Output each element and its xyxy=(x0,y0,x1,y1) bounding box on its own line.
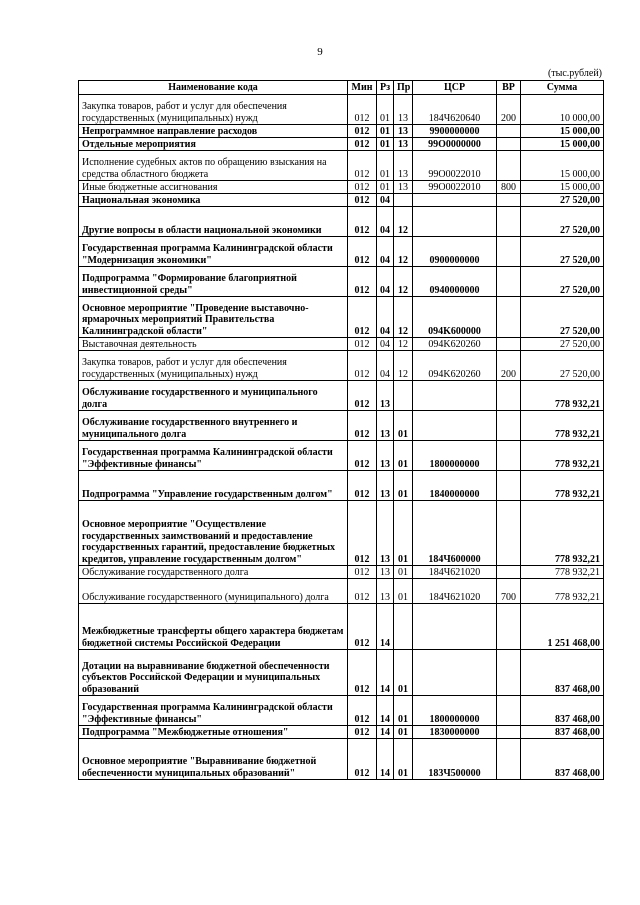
row-min: 012 xyxy=(348,566,377,579)
row-csr xyxy=(413,381,497,411)
table-row xyxy=(79,726,604,739)
row-name: Обслуживание государственного внутреннего и муниципального долга xyxy=(79,411,348,441)
row-vr xyxy=(497,604,521,650)
row-vr xyxy=(497,696,521,726)
row-csr: 1800000000 xyxy=(413,441,497,471)
row-csr: 184Ч621020 xyxy=(413,566,497,579)
table-row xyxy=(79,441,604,471)
row-vr xyxy=(497,237,521,267)
row-pr: 12 xyxy=(394,237,413,267)
row-rz: 04 xyxy=(377,297,394,338)
row-csr: 0940000000 xyxy=(413,267,497,297)
row-csr: 99О0000000 xyxy=(413,138,497,151)
row-vr xyxy=(497,297,521,338)
row-sum: 15 000,00 xyxy=(521,181,604,194)
row-csr xyxy=(413,207,497,237)
table-row xyxy=(79,207,604,237)
row-name: Закупка товаров, работ и услуг для обеспечения государственных (муниципальных) нужд xyxy=(79,351,348,381)
row-sum: 837 468,00 xyxy=(521,696,604,726)
row-vr xyxy=(497,138,521,151)
row-pr xyxy=(394,381,413,411)
table-row xyxy=(79,650,604,696)
row-rz: 13 xyxy=(377,411,394,441)
row-sum: 27 520,00 xyxy=(521,237,604,267)
row-pr: 13 xyxy=(394,181,413,194)
row-vr xyxy=(497,650,521,696)
row-name: Иные бюджетные ассигнования xyxy=(79,181,348,194)
row-min: 012 xyxy=(348,471,377,501)
row-sum: 27 520,00 xyxy=(521,297,604,338)
row-csr: 184Ч621020 xyxy=(413,579,497,604)
table-row xyxy=(79,125,604,138)
row-name: Основное мероприятие "Осуществление государственных заимствований и предоставление государственных гарантий, предоставление бюджетных кредитов, управление государственным долгом" xyxy=(79,501,348,566)
row-min: 012 xyxy=(348,297,377,338)
row-name: Подпрограмма "Формирование благоприятной инвестиционной среды" xyxy=(79,267,348,297)
row-csr: 094K620260 xyxy=(413,351,497,381)
table-row xyxy=(79,381,604,411)
row-rz: 14 xyxy=(377,604,394,650)
table-row xyxy=(79,411,604,441)
row-pr: 13 xyxy=(394,125,413,138)
row-vr: 200 xyxy=(497,351,521,381)
row-pr xyxy=(394,194,413,207)
row-rz: 04 xyxy=(377,351,394,381)
row-min: 012 xyxy=(348,579,377,604)
table-row xyxy=(79,696,604,726)
table-row xyxy=(79,604,604,650)
row-pr: 12 xyxy=(394,297,413,338)
row-csr xyxy=(413,194,497,207)
row-min: 012 xyxy=(348,441,377,471)
row-pr: 01 xyxy=(394,579,413,604)
row-vr: 200 xyxy=(497,95,521,125)
row-sum: 778 932,21 xyxy=(521,579,604,604)
row-sum: 27 520,00 xyxy=(521,207,604,237)
row-sum: 837 468,00 xyxy=(521,726,604,739)
row-sum: 778 932,21 xyxy=(521,411,604,441)
row-pr: 01 xyxy=(394,566,413,579)
header-name: Наименование кода xyxy=(79,81,348,95)
row-pr: 01 xyxy=(394,441,413,471)
row-name: Подпрограмма "Межбюджетные отношения" xyxy=(79,726,348,739)
row-min: 012 xyxy=(348,95,377,125)
row-min: 012 xyxy=(348,125,377,138)
table-row xyxy=(79,297,604,338)
row-sum: 15 000,00 xyxy=(521,151,604,181)
table-header-row xyxy=(79,81,604,95)
units-label: (тыс.рублей) xyxy=(547,68,602,79)
table-row xyxy=(79,739,604,780)
row-rz: 14 xyxy=(377,696,394,726)
row-name: Исполнение судебных актов по обращению взыскания на средства областного бюджета xyxy=(79,151,348,181)
row-name: Обслуживание государственного долга xyxy=(79,566,348,579)
row-vr xyxy=(497,411,521,441)
row-rz: 04 xyxy=(377,207,394,237)
page-number: 9 xyxy=(317,46,323,58)
row-rz: 14 xyxy=(377,650,394,696)
row-vr: 800 xyxy=(497,181,521,194)
table-row xyxy=(79,566,604,579)
table-row xyxy=(79,351,604,381)
row-name: Непрограммное направление расходов xyxy=(79,125,348,138)
row-pr: 12 xyxy=(394,338,413,351)
row-pr: 01 xyxy=(394,696,413,726)
row-min: 012 xyxy=(348,237,377,267)
row-min: 012 xyxy=(348,696,377,726)
row-name: Межбюджетные трансферты общего характера бюджетам бюджетной системы Российской Федерации xyxy=(79,604,348,650)
table-row xyxy=(79,95,604,125)
row-csr: 99О0022010 xyxy=(413,151,497,181)
header-pr: Пр xyxy=(394,81,413,95)
row-name: Обслуживание государственного и муниципального долга xyxy=(79,381,348,411)
row-name: Национальная экономика xyxy=(79,194,348,207)
table-body xyxy=(79,95,604,780)
row-pr: 13 xyxy=(394,151,413,181)
table-row xyxy=(79,579,604,604)
row-sum: 27 520,00 xyxy=(521,267,604,297)
row-pr: 01 xyxy=(394,471,413,501)
row-name: Выставочная деятельность xyxy=(79,338,348,351)
row-csr: 1830000000 xyxy=(413,726,497,739)
row-sum: 27 520,00 xyxy=(521,351,604,381)
row-rz: 01 xyxy=(377,151,394,181)
row-vr xyxy=(497,207,521,237)
row-pr: 01 xyxy=(394,726,413,739)
row-vr xyxy=(497,125,521,138)
row-name: Государственная программа Калининградской области "Эффективные финансы" xyxy=(79,696,348,726)
row-vr xyxy=(497,381,521,411)
row-vr xyxy=(497,566,521,579)
row-sum: 15 000,00 xyxy=(521,138,604,151)
row-min: 012 xyxy=(348,338,377,351)
row-pr: 12 xyxy=(394,207,413,237)
row-vr xyxy=(497,338,521,351)
table-row xyxy=(79,501,604,566)
row-vr xyxy=(497,151,521,181)
row-name: Основное мероприятие "Проведение выставочно-ярмарочных мероприятий Правительства Калининградской области" xyxy=(79,297,348,338)
table-row xyxy=(79,267,604,297)
row-min: 012 xyxy=(348,351,377,381)
row-pr: 12 xyxy=(394,351,413,381)
row-csr: 184Ч600000 xyxy=(413,501,497,566)
table-row xyxy=(79,138,604,151)
row-vr xyxy=(497,194,521,207)
row-rz: 04 xyxy=(377,237,394,267)
row-csr xyxy=(413,650,497,696)
row-min: 012 xyxy=(348,411,377,441)
row-min: 012 xyxy=(348,151,377,181)
row-rz: 13 xyxy=(377,471,394,501)
row-rz: 14 xyxy=(377,726,394,739)
row-sum: 1 251 468,00 xyxy=(521,604,604,650)
row-rz: 01 xyxy=(377,125,394,138)
table-row xyxy=(79,151,604,181)
row-min: 012 xyxy=(348,726,377,739)
row-csr: 184Ч620640 xyxy=(413,95,497,125)
row-min: 012 xyxy=(348,604,377,650)
row-min: 012 xyxy=(348,207,377,237)
row-rz: 04 xyxy=(377,267,394,297)
row-sum: 10 000,00 xyxy=(521,95,604,125)
row-pr: 01 xyxy=(394,501,413,566)
row-name: Подпрограмма "Управление государственным долгом" xyxy=(79,471,348,501)
row-vr xyxy=(497,441,521,471)
row-csr: 0900000000 xyxy=(413,237,497,267)
row-vr xyxy=(497,267,521,297)
table-row xyxy=(79,237,604,267)
row-rz: 01 xyxy=(377,138,394,151)
row-name: Другие вопросы в области национальной экономики xyxy=(79,207,348,237)
row-rz: 14 xyxy=(377,739,394,780)
row-rz: 13 xyxy=(377,566,394,579)
table-row xyxy=(79,194,604,207)
row-min: 012 xyxy=(348,181,377,194)
table-row xyxy=(79,471,604,501)
row-sum: 778 932,21 xyxy=(521,441,604,471)
row-name: Дотации на выравнивание бюджетной обеспеченности субъектов Российской Федерации и муниципальных образований xyxy=(79,650,348,696)
row-sum: 778 932,21 xyxy=(521,566,604,579)
table-row xyxy=(79,181,604,194)
row-pr: 01 xyxy=(394,739,413,780)
header-min: Мин xyxy=(348,81,377,95)
row-sum: 837 468,00 xyxy=(521,650,604,696)
row-csr: 1800000000 xyxy=(413,696,497,726)
row-pr: 13 xyxy=(394,95,413,125)
row-csr: 9900000000 xyxy=(413,125,497,138)
row-name: Государственная программа Калининградской области "Эффективные финансы" xyxy=(79,441,348,471)
row-sum: 27 520,00 xyxy=(521,194,604,207)
row-csr: 094K620260 xyxy=(413,338,497,351)
row-pr: 01 xyxy=(394,411,413,441)
row-rz: 13 xyxy=(377,441,394,471)
row-rz: 04 xyxy=(377,194,394,207)
row-csr xyxy=(413,604,497,650)
row-rz: 13 xyxy=(377,579,394,604)
row-min: 012 xyxy=(348,501,377,566)
row-rz: 13 xyxy=(377,381,394,411)
row-rz: 01 xyxy=(377,181,394,194)
table-row xyxy=(79,338,604,351)
row-rz: 01 xyxy=(377,95,394,125)
row-vr: 700 xyxy=(497,579,521,604)
row-pr: 01 xyxy=(394,650,413,696)
row-sum: 778 932,21 xyxy=(521,381,604,411)
row-csr: 094K600000 xyxy=(413,297,497,338)
row-min: 012 xyxy=(348,194,377,207)
row-csr xyxy=(413,411,497,441)
row-csr: 183Ч500000 xyxy=(413,739,497,780)
row-pr: 13 xyxy=(394,138,413,151)
row-min: 012 xyxy=(348,650,377,696)
row-min: 012 xyxy=(348,138,377,151)
row-name: Государственная программа Калининградской области "Модернизация экономики" xyxy=(79,237,348,267)
row-sum: 778 932,21 xyxy=(521,501,604,566)
header-sum: Сумма xyxy=(521,81,604,95)
header-vr: ВР xyxy=(497,81,521,95)
row-sum: 837 468,00 xyxy=(521,739,604,780)
row-name: Основное мероприятие "Выравнивание бюджетной обеспеченности муниципальных образований" xyxy=(79,739,348,780)
header-csr: ЦСР xyxy=(413,81,497,95)
budget-table xyxy=(78,80,604,780)
row-name: Закупка товаров, работ и услуг для обеспечения государственных (муниципальных) нужд xyxy=(79,95,348,125)
row-min: 012 xyxy=(348,739,377,780)
row-vr xyxy=(497,739,521,780)
row-name: Обслуживание государственного (муниципального) долга xyxy=(79,579,348,604)
row-vr xyxy=(497,726,521,739)
row-rz: 13 xyxy=(377,501,394,566)
row-vr xyxy=(497,471,521,501)
row-rz: 04 xyxy=(377,338,394,351)
row-csr: 99О0022010 xyxy=(413,181,497,194)
row-min: 012 xyxy=(348,267,377,297)
row-sum: 778 932,21 xyxy=(521,471,604,501)
row-sum: 15 000,00 xyxy=(521,125,604,138)
row-sum: 27 520,00 xyxy=(521,338,604,351)
row-name: Отдельные мероприятия xyxy=(79,138,348,151)
row-min: 012 xyxy=(348,381,377,411)
row-csr: 1840000000 xyxy=(413,471,497,501)
header-rz: Рз xyxy=(377,81,394,95)
row-pr: 12 xyxy=(394,267,413,297)
row-pr xyxy=(394,604,413,650)
row-vr xyxy=(497,501,521,566)
